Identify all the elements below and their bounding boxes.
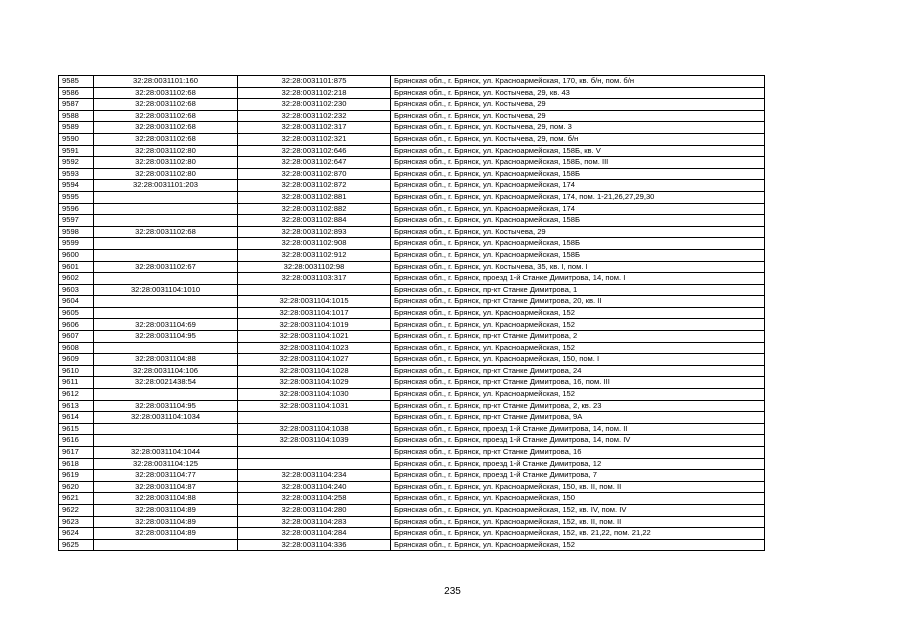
parcel-number-cell: 32:28:0031101:160: [94, 76, 238, 88]
parcel-number-cell: 32:28:0031104:106: [94, 365, 238, 377]
object-number-cell: 32:28:0031104:1027: [238, 354, 391, 366]
parcel-number-cell: 32:28:0031104:89: [94, 504, 238, 516]
row-number-cell: 9591: [59, 145, 94, 157]
row-number-cell: 9597: [59, 215, 94, 227]
parcel-number-cell: [94, 249, 238, 261]
table-row: [59, 273, 765, 285]
row-number-cell: 9602: [59, 273, 94, 285]
object-number-cell: 32:28:0031102:218: [238, 87, 391, 99]
parcel-number-cell: 32:28:0031104:69: [94, 319, 238, 331]
object-number-cell: 32:28:0031104:1030: [238, 389, 391, 401]
address-cell: Брянская обл., г. Брянск, пр-кт Станке Димитрова, 24: [391, 365, 765, 377]
row-number-cell: 9624: [59, 528, 94, 540]
table-row: [59, 122, 765, 134]
row-number-cell: 9616: [59, 435, 94, 447]
row-number-cell: 9595: [59, 191, 94, 203]
row-number-cell: 9608: [59, 342, 94, 354]
object-number-cell: 32:28:0031104:1021: [238, 331, 391, 343]
table-row: [59, 354, 765, 366]
object-number-cell: 32:28:0031102:646: [238, 145, 391, 157]
parcel-number-cell: 32:28:0031104:89: [94, 516, 238, 528]
address-cell: Брянская обл., г. Брянск, пр-кт Станке Димитрова, 9А: [391, 412, 765, 424]
parcel-number-cell: 32:28:0031104:95: [94, 331, 238, 343]
table-row: [59, 157, 765, 169]
object-number-cell: 32:28:0031104:1023: [238, 342, 391, 354]
row-number-cell: 9620: [59, 481, 94, 493]
object-number-cell: 32:28:0031102:647: [238, 157, 391, 169]
table-row: [59, 342, 765, 354]
object-number-cell: 32:28:0031102:881: [238, 191, 391, 203]
parcel-number-cell: 32:28:0031101:203: [94, 180, 238, 192]
parcel-number-cell: 32:28:0031104:1010: [94, 284, 238, 296]
table-row: [59, 516, 765, 528]
address-cell: Брянская обл., г. Брянск, проезд 1-й Станке Димитрова, 14, пом. I: [391, 273, 765, 285]
address-cell: Брянская обл., г. Брянск, ул. Красноармейская, 170, кв. б/н, пом. б/н: [391, 76, 765, 88]
table-row: [59, 539, 765, 551]
address-cell: Брянская обл., г. Брянск, ул. Красноармейская, 152: [391, 342, 765, 354]
table-row: [59, 87, 765, 99]
address-cell: Брянская обл., г. Брянск, пр-кт Станке Димитрова, 16: [391, 447, 765, 459]
row-number-cell: 9593: [59, 168, 94, 180]
table-row: [59, 249, 765, 261]
address-cell: Брянская обл., г. Брянск, ул. Красноармейская, 152, кв. II, пом. II: [391, 516, 765, 528]
object-number-cell: 32:28:0031104:1038: [238, 423, 391, 435]
parcel-number-cell: [94, 539, 238, 551]
address-cell: Брянская обл., г. Брянск, ул. Красноармейская, 150, пом. I: [391, 354, 765, 366]
row-number-cell: 9622: [59, 504, 94, 516]
address-cell: Брянская обл., г. Брянск, ул. Красноармейская, 158Б: [391, 238, 765, 250]
table-row: [59, 365, 765, 377]
object-number-cell: 32:28:0031104:1019: [238, 319, 391, 331]
object-number-cell: 32:28:0031104:1029: [238, 377, 391, 389]
table-row: [59, 504, 765, 516]
table-row: [59, 133, 765, 145]
address-cell: Брянская обл., г. Брянск, ул. Красноармейская, 174: [391, 180, 765, 192]
object-number-cell: 32:28:0031104:1017: [238, 307, 391, 319]
table-row: [59, 238, 765, 250]
parcel-number-cell: 32:28:0031102:68: [94, 122, 238, 134]
table-row: [59, 145, 765, 157]
parcel-number-cell: 32:28:0031102:80: [94, 145, 238, 157]
table-row: [59, 307, 765, 319]
object-number-cell: 32:28:0031104:284: [238, 528, 391, 540]
object-number-cell: 32:28:0031102:870: [238, 168, 391, 180]
address-cell: Брянская обл., г. Брянск, проезд 1-й Станке Димитрова, 14, пом. IV: [391, 435, 765, 447]
parcel-number-cell: [94, 238, 238, 250]
parcel-number-cell: 32:28:0031104:1034: [94, 412, 238, 424]
parcel-number-cell: 32:28:0031104:89: [94, 528, 238, 540]
row-number-cell: 9606: [59, 319, 94, 331]
table-row: [59, 226, 765, 238]
parcel-number-cell: [94, 435, 238, 447]
address-cell: Брянская обл., г. Брянск, ул. Костычева, 29, пом. б/н: [391, 133, 765, 145]
row-number-cell: 9600: [59, 249, 94, 261]
table-row: [59, 458, 765, 470]
row-number-cell: 9592: [59, 157, 94, 169]
row-number-cell: 9615: [59, 423, 94, 435]
row-number-cell: 9585: [59, 76, 94, 88]
row-number-cell: 9619: [59, 470, 94, 482]
parcel-number-cell: [94, 342, 238, 354]
parcel-number-cell: 32:28:0031102:68: [94, 226, 238, 238]
address-cell: Брянская обл., г. Брянск, ул. Красноармейская, 152: [391, 539, 765, 551]
address-cell: Брянская обл., г. Брянск, пр-кт Станке Димитрова, 20, кв. II: [391, 296, 765, 308]
address-cell: Брянская обл., г. Брянск, ул. Костычева, 29: [391, 110, 765, 122]
row-number-cell: 9618: [59, 458, 94, 470]
row-number-cell: 9598: [59, 226, 94, 238]
address-cell: Брянская обл., г. Брянск, пр-кт Станке Димитрова, 16, пом. III: [391, 377, 765, 389]
parcel-number-cell: 32:28:0031104:88: [94, 354, 238, 366]
row-number-cell: 9590: [59, 133, 94, 145]
address-cell: Брянская обл., г. Брянск, пр-кт Станке Димитрова, 2: [391, 331, 765, 343]
row-number-cell: 9612: [59, 389, 94, 401]
parcel-number-cell: 32:28:0031102:68: [94, 87, 238, 99]
object-number-cell: 32:28:0031102:872: [238, 180, 391, 192]
parcel-number-cell: 32:28:0031102:80: [94, 168, 238, 180]
row-number-cell: 9625: [59, 539, 94, 551]
address-cell: Брянская обл., г. Брянск, ул. Красноармейская, 150: [391, 493, 765, 505]
table-row: [59, 435, 765, 447]
parcel-number-cell: 32:28:0031104:125: [94, 458, 238, 470]
address-cell: Брянская обл., г. Брянск, ул. Костычева, 29: [391, 99, 765, 111]
object-number-cell: [238, 447, 391, 459]
object-number-cell: 32:28:0031104:1039: [238, 435, 391, 447]
row-number-cell: 9607: [59, 331, 94, 343]
address-cell: Брянская обл., г. Брянск, ул. Красноармейская, 152: [391, 319, 765, 331]
object-number-cell: 32:28:0031104:1031: [238, 400, 391, 412]
table-row: [59, 423, 765, 435]
object-number-cell: [238, 458, 391, 470]
object-number-cell: 32:28:0031104:234: [238, 470, 391, 482]
table-row: [59, 412, 765, 424]
table-row: [59, 481, 765, 493]
object-number-cell: 32:28:0031103:317: [238, 273, 391, 285]
row-number-cell: 9586: [59, 87, 94, 99]
table-row: [59, 99, 765, 111]
parcel-number-cell: [94, 423, 238, 435]
row-number-cell: 9605: [59, 307, 94, 319]
object-number-cell: 32:28:0031102:98: [238, 261, 391, 273]
table-row: [59, 470, 765, 482]
address-cell: Брянская обл., г. Брянск, ул. Красноармейская, 158Б: [391, 215, 765, 227]
table-row: [59, 319, 765, 331]
object-number-cell: 32:28:0031102:882: [238, 203, 391, 215]
registry-table-body: [59, 76, 765, 551]
parcel-number-cell: 32:28:0031102:68: [94, 133, 238, 145]
parcel-number-cell: [94, 191, 238, 203]
table-row: [59, 400, 765, 412]
parcel-number-cell: 32:28:0031104:88: [94, 493, 238, 505]
table-row: [59, 389, 765, 401]
parcel-number-cell: 32:28:0021438:54: [94, 377, 238, 389]
address-cell: Брянская обл., г. Брянск, проезд 1-й Станке Димитрова, 7: [391, 470, 765, 482]
row-number-cell: 9594: [59, 180, 94, 192]
table-row: [59, 203, 765, 215]
table-row: [59, 447, 765, 459]
parcel-number-cell: [94, 307, 238, 319]
address-cell: Брянская обл., г. Брянск, проезд 1-й Станке Димитрова, 14, пом. II: [391, 423, 765, 435]
object-number-cell: 32:28:0031102:321: [238, 133, 391, 145]
parcel-number-cell: 32:28:0031102:68: [94, 110, 238, 122]
address-cell: Брянская обл., г. Брянск, пр-кт Станке Димитрова, 2, кв. 23: [391, 400, 765, 412]
table-row: [59, 296, 765, 308]
object-number-cell: [238, 412, 391, 424]
object-number-cell: 32:28:0031102:884: [238, 215, 391, 227]
table-row: [59, 377, 765, 389]
object-number-cell: 32:28:0031104:1015: [238, 296, 391, 308]
registry-table: [58, 75, 765, 551]
object-number-cell: 32:28:0031102:912: [238, 249, 391, 261]
object-number-cell: 32:28:0031102:230: [238, 99, 391, 111]
parcel-number-cell: [94, 389, 238, 401]
address-cell: Брянская обл., г. Брянск, ул. Красноармейская, 158Б, кв. V: [391, 145, 765, 157]
parcel-number-cell: 32:28:0031104:95: [94, 400, 238, 412]
row-number-cell: 9611: [59, 377, 94, 389]
address-cell: Брянская обл., г. Брянск, ул. Костычева, 29, пом. 3: [391, 122, 765, 134]
row-number-cell: 9623: [59, 516, 94, 528]
parcel-number-cell: 32:28:0031102:67: [94, 261, 238, 273]
row-number-cell: 9589: [59, 122, 94, 134]
object-number-cell: 32:28:0031102:893: [238, 226, 391, 238]
address-cell: Брянская обл., г. Брянск, проезд 1-й Станке Димитрова, 12: [391, 458, 765, 470]
table-row: [59, 168, 765, 180]
parcel-number-cell: 32:28:0031102:80: [94, 157, 238, 169]
row-number-cell: 9617: [59, 447, 94, 459]
address-cell: Брянская обл., г. Брянск, ул. Красноармейская, 158Б: [391, 249, 765, 261]
object-number-cell: 32:28:0031104:336: [238, 539, 391, 551]
object-number-cell: [238, 284, 391, 296]
address-cell: Брянская обл., г. Брянск, ул. Костычева, 29, кв. 43: [391, 87, 765, 99]
address-cell: Брянская обл., г. Брянск, ул. Красноармейская, 152, кв. IV, пом. IV: [391, 504, 765, 516]
object-number-cell: 32:28:0031104:283: [238, 516, 391, 528]
table-row: [59, 528, 765, 540]
table-row: [59, 110, 765, 122]
table-row: [59, 331, 765, 343]
address-cell: Брянская обл., г. Брянск, ул. Красноармейская, 150, кв. II, пом. II: [391, 481, 765, 493]
table-row: [59, 76, 765, 88]
address-cell: Брянская обл., г. Брянск, ул. Красноармейская, 158Б: [391, 168, 765, 180]
parcel-number-cell: [94, 296, 238, 308]
object-number-cell: 32:28:0031102:317: [238, 122, 391, 134]
object-number-cell: 32:28:0031102:908: [238, 238, 391, 250]
row-number-cell: 9604: [59, 296, 94, 308]
row-number-cell: 9601: [59, 261, 94, 273]
parcel-number-cell: [94, 215, 238, 227]
object-number-cell: 32:28:0031104:240: [238, 481, 391, 493]
address-cell: Брянская обл., г. Брянск, ул. Костычева, 35, кв. I, пом. I: [391, 261, 765, 273]
parcel-number-cell: 32:28:0031104:77: [94, 470, 238, 482]
table-row: [59, 284, 765, 296]
address-cell: Брянская обл., г. Брянск, пр-кт Станке Димитрова, 1: [391, 284, 765, 296]
address-cell: Брянская обл., г. Брянск, ул. Красноармейская, 174: [391, 203, 765, 215]
address-cell: Брянская обл., г. Брянск, ул. Красноармейская, 152, кв. 21,22, пом. 21,22: [391, 528, 765, 540]
parcel-number-cell: 32:28:0031104:1044: [94, 447, 238, 459]
row-number-cell: 9599: [59, 238, 94, 250]
row-number-cell: 9587: [59, 99, 94, 111]
address-cell: Брянская обл., г. Брянск, ул. Красноармейская, 158Б, пом. III: [391, 157, 765, 169]
row-number-cell: 9603: [59, 284, 94, 296]
row-number-cell: 9613: [59, 400, 94, 412]
table-row: [59, 493, 765, 505]
object-number-cell: 32:28:0031102:232: [238, 110, 391, 122]
table-row: [59, 191, 765, 203]
table-row: [59, 215, 765, 227]
object-number-cell: 32:28:0031104:258: [238, 493, 391, 505]
parcel-number-cell: [94, 203, 238, 215]
row-number-cell: 9610: [59, 365, 94, 377]
row-number-cell: 9614: [59, 412, 94, 424]
address-cell: Брянская обл., г. Брянск, ул. Красноармейская, 174, пом. 1-21,26,27,29,30: [391, 191, 765, 203]
table-row: [59, 180, 765, 192]
table-row: [59, 261, 765, 273]
row-number-cell: 9609: [59, 354, 94, 366]
object-number-cell: 32:28:0031101:875: [238, 76, 391, 88]
row-number-cell: 9596: [59, 203, 94, 215]
object-number-cell: 32:28:0031104:1028: [238, 365, 391, 377]
parcel-number-cell: 32:28:0031102:68: [94, 99, 238, 111]
row-number-cell: 9621: [59, 493, 94, 505]
object-number-cell: 32:28:0031104:280: [238, 504, 391, 516]
address-cell: Брянская обл., г. Брянск, ул. Красноармейская, 152: [391, 307, 765, 319]
row-number-cell: 9588: [59, 110, 94, 122]
address-cell: Брянская обл., г. Брянск, ул. Красноармейская, 152: [391, 389, 765, 401]
address-cell: Брянская обл., г. Брянск, ул. Костычева, 29: [391, 226, 765, 238]
parcel-number-cell: 32:28:0031104:87: [94, 481, 238, 493]
page-number: 235: [444, 586, 461, 597]
parcel-number-cell: [94, 273, 238, 285]
